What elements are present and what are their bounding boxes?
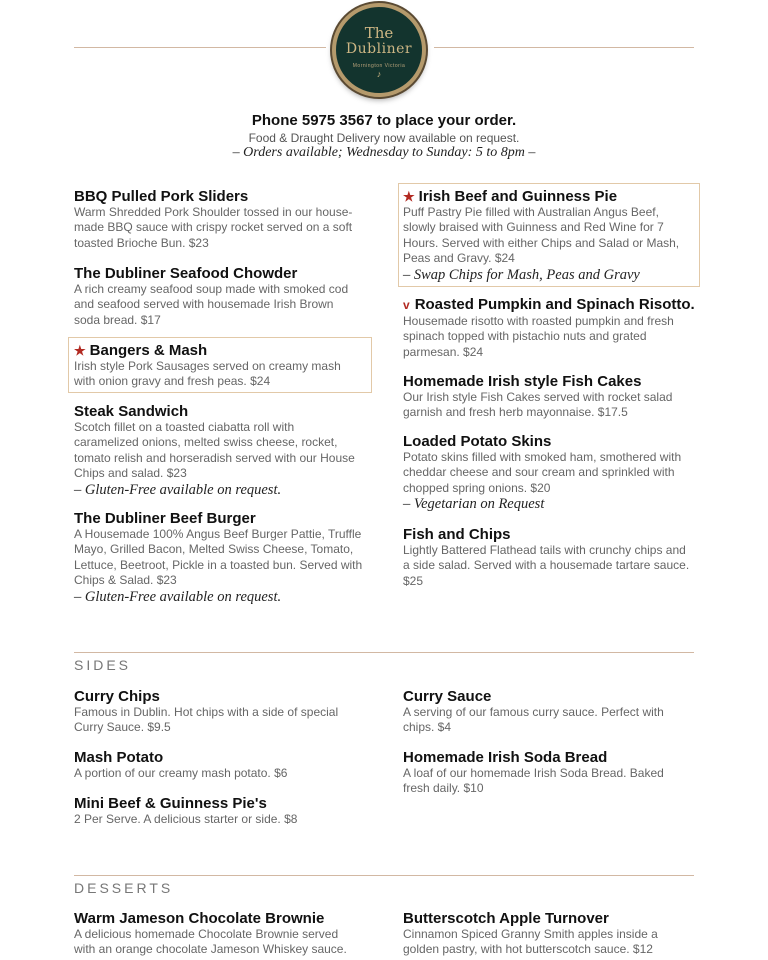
menu-item-title-row — [403, 295, 693, 315]
dessert-item — [403, 909, 688, 958]
menu-item — [74, 509, 364, 606]
logo-text-the: The — [364, 24, 394, 42]
dessert-item-title: Butterscotch Apple Turnover — [403, 910, 609, 927]
menu-item — [74, 341, 364, 390]
menu-item-title: Roasted Pumpkin and Spinach Risotto. — [414, 296, 695, 313]
desserts-rule — [74, 875, 694, 876]
side-item-desc: A loaf of our homemade Irish Soda Bread. Baked fresh daily. $10 — [403, 766, 664, 796]
menu-item — [403, 187, 688, 284]
menu-item-desc: Housemade risotto with roasted pumpkin and fresh spinach topped with pistachio nuts and grated parmesan. $24 — [403, 314, 674, 359]
logo-text-location: Mornington Victoria — [352, 63, 406, 69]
side-item-desc: A serving of our famous curry sauce. Perfect with chips. $4 — [403, 705, 664, 735]
harp-icon: ♪ — [376, 69, 382, 79]
header-rule-left — [74, 47, 326, 48]
side-item — [74, 687, 359, 736]
menu-item-note: – Vegetarian on Request — [403, 496, 545, 513]
dessert-item-title: Warm Jameson Chocolate Brownie — [74, 910, 325, 927]
menu-item-title-row — [74, 341, 364, 360]
menu-item-desc: Warm Shredded Pork Shoulder tossed in our house-made BBQ sauce with crispy rocket served on a soft toasted Brioche Bun. $23 — [74, 205, 353, 250]
menu-item — [74, 187, 359, 251]
menu-item — [74, 402, 359, 499]
menu-item-note: – Gluten-Free available on request. — [74, 588, 282, 605]
logo-text-dubliner: Dubliner — [345, 41, 413, 57]
side-item — [74, 794, 359, 827]
menu-item-title: BBQ Pulled Pork Sliders — [74, 188, 249, 205]
desserts-heading: DESSERTS — [74, 880, 174, 896]
menu-item-note: – Swap Chips for Mash, Peas and Gravy — [403, 266, 640, 283]
star-icon: ★ — [74, 343, 86, 358]
side-item-title: Mini Beef & Guinness Pie's — [74, 795, 267, 812]
menu-item-desc: Potato skins filled with smoked ham, smothered with cheddar cheese and sour cream and sprinkled with chopped spring onions. $20 — [403, 450, 682, 495]
menu-item — [403, 432, 688, 513]
phone-order-line: Phone 5975 3567 to place your order. — [251, 112, 517, 129]
menu-item-title: Bangers & Mash — [89, 342, 208, 359]
dessert-item-desc: Cinnamon Spiced Granny Smith apples inside a golden pastry, with hot butterscotch sauce. $12 — [403, 927, 658, 957]
menu-item-desc: Our Irish style Fish Cakes served with rocket salad garnish and fresh herb mayonnaise. $17.5 — [403, 390, 673, 420]
header-rule-right — [434, 47, 694, 48]
menu-item-desc: Puff Pastry Pie filled with Australian Angus Beef, slowly braised with Guinness and Red Wine for 7 Hours. Served with either Chips and Salad or Mash, Peas and Gravy. $24 — [403, 205, 680, 266]
menu-item-title: Irish Beef and Guinness Pie — [418, 188, 618, 205]
sides-rule — [74, 652, 694, 653]
side-item-title: Homemade Irish Soda Bread — [403, 749, 608, 766]
sides-heading: SIDES — [74, 657, 132, 673]
menu-item-title: Loaded Potato Skins — [403, 433, 552, 450]
menu-item-title: The Dubliner Beef Burger — [74, 510, 256, 527]
side-item-title: Curry Sauce — [403, 688, 492, 705]
side-item-title: Curry Chips — [74, 688, 160, 705]
side-item-desc: 2 Per Serve. A delicious starter or side. $8 — [74, 812, 298, 826]
menu-item-title: The Dubliner Seafood Chowder — [74, 265, 298, 282]
dessert-item-desc: A delicious homemade Chocolate Brownie served with an orange chocolate Jameson Whiskey sauce. — [74, 927, 347, 957]
menu-item-desc: Lightly Battered Flathead tails with crunchy chips and a side salad. Served with a housemade tartare sauce. $25 — [403, 543, 690, 588]
menu-item-desc: A rich creamy seafood soup made with smoked cod and seafood served with housemade Irish Brown soda bread. $17 — [74, 282, 349, 327]
menu-item-note: – Gluten-Free available on request. — [74, 481, 282, 498]
delivery-note: Food & Draught Delivery now available on request. — [248, 131, 520, 145]
menu-item-title: Fish and Chips — [403, 526, 511, 543]
menu-item — [403, 295, 693, 360]
order-hours: – Orders available; Wednesday to Sunday: 5 to 8pm – — [232, 145, 536, 160]
menu-item-title: Homemade Irish style Fish Cakes — [403, 373, 642, 390]
star-icon: ★ — [403, 189, 415, 204]
side-item-desc: A portion of our creamy mash potato. $6 — [74, 766, 288, 780]
vegetarian-icon: v — [403, 298, 410, 312]
dessert-item — [74, 909, 359, 958]
menu-item — [403, 372, 688, 421]
side-item — [403, 748, 688, 797]
menu-item-desc: Scotch fillet on a toasted ciabatta roll with caramelized onions, melted swiss cheese, rocket, tomato relish and horseradish served with our House Chips and salad. $23 — [74, 420, 355, 481]
dubliner-logo — [332, 3, 426, 97]
side-item — [403, 687, 688, 736]
menu-item — [74, 264, 359, 328]
menu-item — [403, 525, 693, 589]
menu-item-desc: A Housemade 100% Angus Beef Burger Pattie, Truffle Mayo, Grilled Bacon, Melted Swiss Cheese, Tomato, Lettuce, Beetroot, Pickle in a toasted bun. Served with Chips & Salad. $23 — [74, 527, 363, 588]
menu-item-desc: Irish style Pork Sausages served on creamy mash with onion gravy and fresh peas. $24 — [74, 359, 341, 389]
side-item-desc: Famous in Dublin. Hot chips with a side of special Curry Sauce. $9.5 — [74, 705, 339, 735]
menu-item-title: Steak Sandwich — [74, 403, 189, 420]
menu-item-title-row — [403, 187, 688, 206]
side-item-title: Mash Potato — [74, 749, 164, 766]
side-item — [74, 748, 359, 781]
